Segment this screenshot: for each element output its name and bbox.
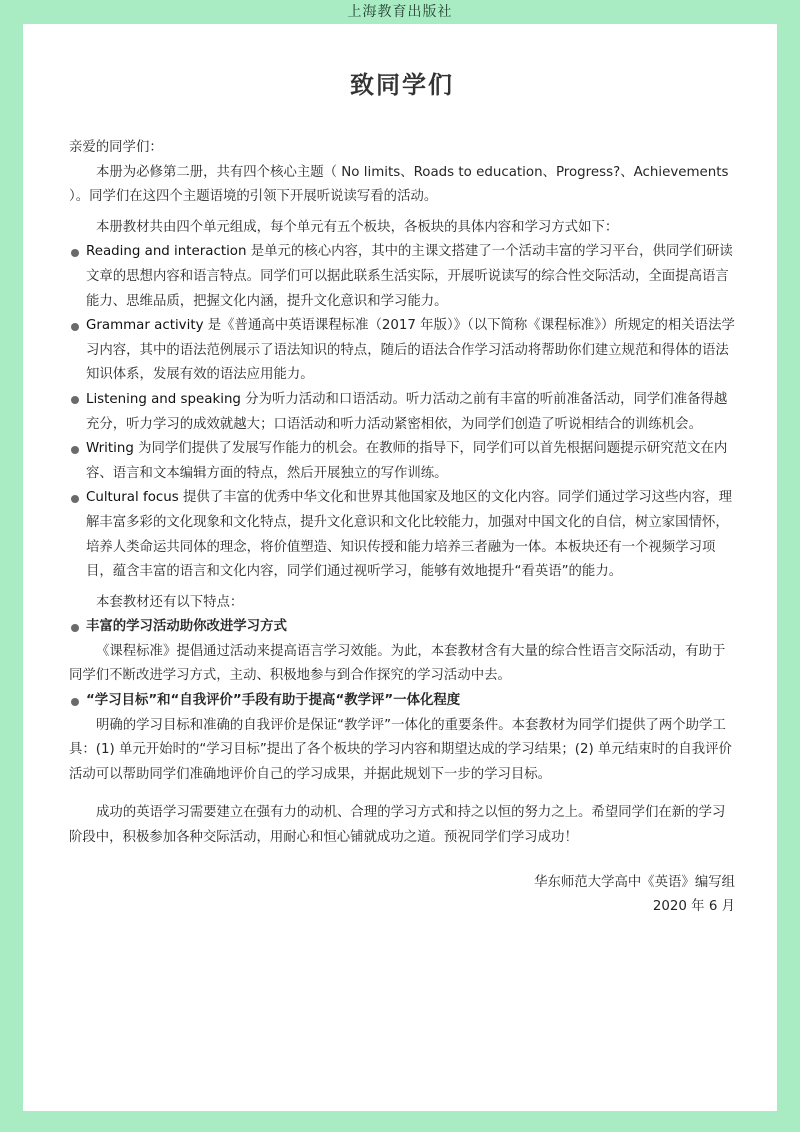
bullet-icon: [71, 698, 79, 706]
intro-paragraph: 本册教材共由四个单元组成，每个单元有五个板块，各板块的具体内容和学习方式如下：: [96, 219, 619, 235]
page: [23, 24, 777, 1111]
section-term: Cultural focus: [86, 490, 179, 506]
feature-heading: [69, 689, 735, 714]
publisher-header: 上海教育出版社: [347, 4, 453, 20]
section-text: 提供了丰富的优秀中华文化和世界其他国家及地区的文化内容。同学们通过学习这些内容，理解丰富多彩的文化现象和文化特点，提升文化意识和文化比较能力，加强对中国文化的自信，树立家国情怀，培养人类命运共同体的理念，将价值塑造、知识传授和能力培养三者融为一体。本板块还有一个视频学习项目，蕴含丰富的语言和文化内容，同学们通过视听学习，能够有效地提升“看英语”的能力。: [86, 490, 732, 580]
list-item: [69, 388, 735, 437]
features-intro: 本套教材还有以下特点：: [96, 594, 244, 610]
letter-body: [69, 24, 735, 920]
list-item: [69, 240, 735, 314]
section-term: Writing: [86, 441, 134, 457]
bullet-icon: [71, 446, 79, 454]
feature-paragraph: 《课程标准》提倡通过活动来提高语言学习效能。为此，本套教材含有大量的综合性语言交际活动，有助于同学们不断改进学习方式，主动、积极地参与到合作探究的学习活动中去。: [69, 643, 726, 684]
list-item: [69, 486, 735, 584]
signature-date: 2020 年 6 月: [652, 899, 735, 915]
signature-author: 华东师范大学高中《英语》编写组: [534, 874, 735, 890]
feature-paragraph: 明确的学习目标和准确的自我评价是保证“教学评”一体化的重要条件。本套教材为同学们提供了两个助学工具：(1) 单元开始时的“学习目标”提出了各个板块的学习内容和期望达成的学习结果；(2) 单元结束时的自我评价活动可以帮助同学们准确地评价自己的学习成果，并据此规划下一步的学习目标。: [69, 717, 732, 782]
section-term: Grammar activity: [86, 318, 204, 334]
list-item: [69, 437, 735, 486]
section-text: 分为听力活动和口语活动。听力活动之前有丰富的听前准备活动，同学们准备得越充分，听力学习的成效就越大；口语活动和听力活动紧密相依，为同学们创造了听说相结合的训练机会。: [86, 391, 728, 432]
greeting: 亲爱的同学们：: [69, 140, 163, 155]
section-text: 为同学们提供了发展写作能力的机会。在教师的指导下，同学们可以首先根据问题提示研究范文在内容、语言和文本编辑方面的特点，然后开展独立的写作训练。: [86, 441, 728, 481]
section-text: 是单元的核心内容，其中的主课文搭建了一个活动丰富的学习平台，供同学们研读文章的思想内容和语言特点。同学们可以据此联系生活实际，开展听说读写的综合性交际活动，全面提高语言能力、思维品质，把握文化内涵，提升文化意识和学习能力。: [86, 244, 733, 309]
bullet-icon: [71, 396, 79, 404]
bullet-icon: [71, 624, 79, 632]
page-title: 致同学们: [350, 71, 454, 99]
intro-paragraph: 本册为必修第二册，共有四个核心主题（ No limits、Roads to education、Progress?、Achievements ）。同学们在这四个主题语境的引领下开展听说读写看的活动。: [69, 164, 729, 205]
bullet-icon: [71, 323, 79, 331]
section-text: 是《普通高中英语课程标准（2017 年版）》（以下简称《课程标准》）所规定的相关语法学习内容，其中的语法范例展示了语法知识的特点，随后的语法合作学习活动将帮助你们建立规范和得体的语法知识体系，发展有效的语法应用能力。: [86, 318, 735, 383]
bullet-icon: [71, 495, 79, 503]
list-item: [69, 314, 735, 388]
section-term: Reading and interaction: [86, 244, 247, 260]
bullet-icon: [71, 249, 79, 257]
section-term: Listening and speaking: [86, 391, 241, 407]
closing-paragraph: 成功的英语学习需要建立在强有力的动机、合理的学习方式和持之以恒的努力之上。希望同学们在新的学习阶段中，积极参加各种交际活动，用耐心和恒心铺就成功之道。预祝同学们学习成功！: [69, 805, 726, 846]
feature-heading: [69, 615, 735, 640]
feature-heading-text: 丰富的学习活动助你改进学习方式: [86, 619, 287, 635]
feature-heading-text: “学习目标”和“自我评价”手段有助于提高“教学评”一体化程度: [86, 693, 461, 709]
